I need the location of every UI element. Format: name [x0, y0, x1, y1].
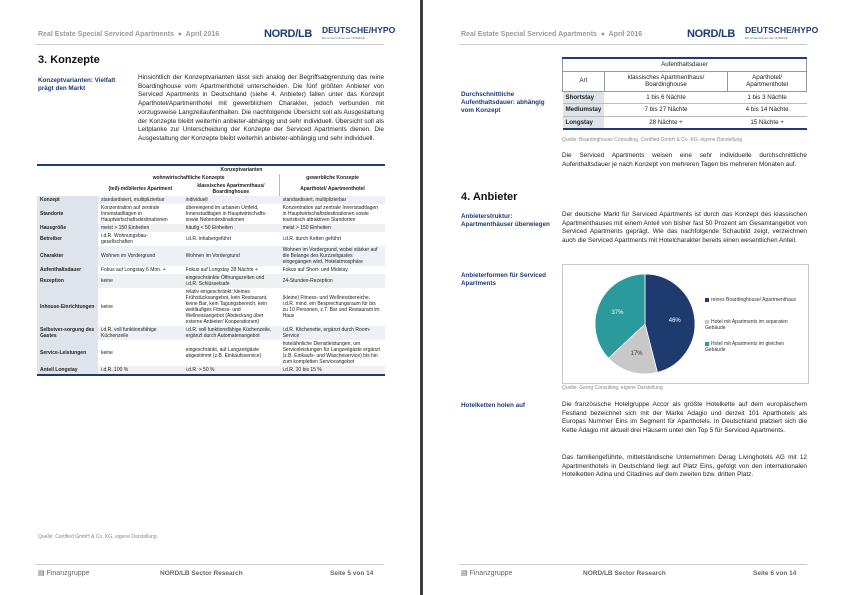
- table-row: Mediumstay 7 bis 27 Nächte 4 bis 14 Nächte: [563, 104, 807, 117]
- header-title: Real Estate Special Serviced Apartments ● April 2016: [461, 31, 643, 38]
- table-row: Aufenthaltsdauer Fokus auf Longstay 6 Mon. + Fokus auf Longstay 28 Nächte + Fokus auf Short- und Midstay: [37, 266, 385, 274]
- header-title: Real Estate Special Serviced Apartments ● April 2016: [38, 31, 220, 38]
- pie-chart: [585, 266, 705, 382]
- sidelabel-hotelketten: Hotelketten holen auf: [461, 402, 526, 409]
- deutsche-hypo-tagline: Ein Unternehmen der NORD/LB: [322, 36, 365, 40]
- table-row: Longstay 28 Nächte + 15 Nächte +: [563, 116, 807, 129]
- table-corner: [37, 165, 98, 174]
- stay-table-top-header: Aufenthaltsdauer: [563, 58, 807, 71]
- legend-swatch-icon: [705, 342, 709, 346]
- deutsche-hypo-tagline: Ein Unternehmen der NORD/LB: [745, 36, 788, 40]
- footer-center: NORD/LB Sector Research: [583, 570, 666, 577]
- hotelketten-paragraph-1: Die französische Hotelgruppe Accor als größte Hotelkette auf dem europäischem Festland bezeichnet sich mit der Marke Adagio und derzeit 101 Aparthotels als Europas Nummer Eins im Segment für Aparthotels. In Deutschland platziert sich die Kette Adagio mit aktuell drei Häusern unter den Top 5 für Serviced Apartments.: [562, 401, 807, 435]
- stay-table-source: Quelle: Boardinghouse Consulting, Certified GmbH & Co. KG, eigene Darstellung: [562, 137, 743, 143]
- sidelabel-anbieterstruktur: Anbieterstruktur: Apartmenthäuser überwiegen: [461, 213, 550, 229]
- table-row: Hausgröße meist > 150 Einheiten häufig < 50 Einheiten meist > 150 Einheiten: [37, 224, 385, 232]
- legend-item: Hotel mit Apartments im separaten Gebäude: [705, 319, 788, 331]
- struktur-paragraph: Der deutsche Markt für Serviced Apartments ist durch das Konzept des klassischen Apartmenthauses mit einem Anteil von bisher fast 50 Prozent am Gesamtangebot von Serviced Apartments geprägt. Wie das nachfolgende Schaubild zeigt, verzeichnen auch die Serviced Apartments mit Hotelcharakter bereits einen wesentlichen Anteil.: [562, 211, 807, 245]
- table-row: Rezeption keine eingeschränkte Öffnungszeiten und i.d.R. Schlüsselsafe 24-Stunden-Rezeption: [37, 274, 385, 288]
- table-source-left: Quelle: Certified GmbH & Co. KG, eigene Darstellung: [38, 534, 157, 540]
- legend-swatch-icon: [705, 320, 709, 324]
- pie-value-label: 46%: [668, 318, 681, 325]
- footer-page-number: Seite 6 von 14: [753, 570, 797, 577]
- col-header: (teil)-möbliertes Apartment: [108, 186, 173, 192]
- table-corner-2: [37, 174, 98, 182]
- col-header: Aparthotel/ Apartmenthotel: [728, 71, 807, 91]
- footer-divider: [459, 564, 807, 565]
- section-heading-anbieter: 4. Anbieter: [461, 191, 518, 203]
- table-row: Shortstay 1 bis 6 Nächte 1 bis 3 Nächte: [563, 91, 807, 104]
- deutsche-hypo-logo: DEUTSCHE/HYPO: [745, 25, 819, 35]
- konzepte-paragraph: Hinsichtlich der Konzeptvarianten lässt sich analog der Begriffsabgrenzung das reine Boardinghouse vom Apartmenthotel unterscheiden. Die fünf größten Anbieter von Serviced Apartments in Deutschland (siehe 4. Anbieter) fallen unter das Konzept Aparthotel/Apartmenthotel mit gewerblichem Charakter, jedoch verbunden mit vorzugsweise Langzeitaufenthalten. Die nachfolgende Übersicht soll als Ausgestaltung der Konzepte bleibt weiterhin anbieter-abhängig und sehr individuell. Übersicht soll als Leitplanke zur Unterscheidung der Konzepte der Serviced Apartments dienen. Die Ausgestaltung der Konzepte bleibt weiterhin anbieter-abhängig und sehr individuell.: [138, 74, 384, 142]
- legend-item: reines Boardinghouse/ Apartmenthaus: [705, 297, 805, 303]
- table-row: Standorte Konzentration auf zentrale Innenstadtlagen in Hauptwirtschaftsdestinationen übereiegend im urbanen Umfeld, Innenstadtlagen in Hauptwirtschafts- sowie Nebendestinationen Konzentration auf zentrale Innenstadtlagen in Hauptwirtschaftsdestinationen sowie touristisch attraktiven Standorten: [37, 204, 385, 224]
- stay-paragraph: Die Serviced Apartments weisen eine sehr individuelle durchschnittliche Aufenthaltsdauer je nach Konzept von mehreren Tagen bis mehreren Monaten auf.: [562, 152, 807, 168]
- table-top-header: Konzeptvarianten: [98, 165, 385, 174]
- table-corner-3: [37, 182, 98, 196]
- sidelabel-konzeptvarianten: Konzeptvarianten: Vielfalt prägt den Markt: [38, 77, 116, 93]
- group-header-wohn: wohnwirtschaftliche Konzepte: [98, 174, 280, 182]
- col-header: klassisches Apartmenthaus/ Boardinghouse: [604, 71, 727, 91]
- table-row: Konzept standardisiert, multiplizierbar individuell standardisiert, multiplizierbar: [37, 196, 385, 204]
- header-divider: [459, 44, 807, 45]
- aufenthaltsdauer-table: [562, 57, 807, 130]
- col-header: Aparthotel/ Apartmenthotel: [300, 186, 365, 192]
- konzept-table: [37, 164, 385, 376]
- nordlb-logo: NORD/LB: [264, 28, 313, 40]
- left-page: [0, 0, 420, 595]
- col-header: klassisches Apartmenthaus/ Boardinghouse: [183, 182, 280, 196]
- header-divider: [36, 44, 384, 45]
- nordlb-logo: NORD/LB: [687, 28, 736, 40]
- hotelketten-paragraph-2: Das familiengeführte, mittelständische Unternehmen Derag Livinghotels AG mit 12 Apartmenthotels in Deutschland liegt auf Platz Eins, gefolgt von den internationalen Hotelketten Adina und Citadines auf dem zweiten bzw. dritten Platz.: [562, 454, 807, 479]
- sidelabel-aufenthaltsdauer: Durchschnittliche Aufenthaltsdauer: abhängig vom Konzept: [461, 91, 545, 115]
- footer-logo: ▤ Finanzgruppe: [38, 570, 90, 577]
- table-row: Service-Leistungen keine eingeschränkt, auf Langzeitgäste abgestimmt (z.B. Einkaufsservice) hotelähnliche Dienstleistungen, um Serviceleistungen für Langzeitgäste ergänzt (z.B. Einkaufs- und Wäscheservice) bis hin zum kompletten Serviceangebot: [37, 340, 385, 366]
- table-row: Selbstver-sorgung des Gastes i.d.R. voll funktionsfähige Küchenzeile i.d.R. voll funktionsfähige Küchenzeile, ergänzt durch Automatenangebot i.d.R. Kitchenette, ergänzt durch Room-Service: [37, 326, 385, 340]
- sparkasse-icon: ▤: [461, 570, 468, 577]
- chart-source: Quelle: Georg Consulting, eigene Darstellung: [562, 385, 663, 391]
- table-row: Betreiber i.d.R. Wohnungsbau-gesellschaften i.d.R. inhabergeführt i.d.R. durch Ketten geführt: [37, 232, 385, 246]
- sidelabel-anbieterformen: Anbieterformen für Serviced Apartments: [461, 272, 547, 288]
- legend-swatch-icon: [705, 298, 709, 302]
- table-row: Anteil Longstay i.d.R. 100 % i.d.R. > 50 % i.d.R. 10 bis 15 %: [37, 366, 385, 375]
- footer-page-number: Seite 5 von 14: [330, 570, 374, 577]
- col-header: Art: [563, 71, 605, 91]
- pie-value-label: 37%: [611, 310, 624, 317]
- footer-center: NORD/LB Sector Research: [160, 570, 243, 577]
- sparkasse-icon: ▤: [38, 570, 45, 577]
- pie-value-label: 17%: [630, 350, 643, 357]
- footer-logo: ▤ Finanzgruppe: [461, 570, 513, 577]
- table-row: Charakter Wohnen im Vordergrund Wohnen im Vordergrund Wohnen im Vordergrund, wobei stärker auf die Belange des Kurzzeitgastes eingegangen wird, Hotelatmosphäre: [37, 246, 385, 266]
- pie-chart-box: [562, 264, 809, 384]
- footer-divider: [36, 564, 384, 565]
- section-heading-konzepte: 3. Konzepte: [38, 54, 100, 66]
- table-row: Inhouse-Einrichtungen keine relativ eingeschränkt: kleines Frühstücksangebot, kein Restaurant, keine Bar, kein Tagungsbereich, kein weitläufiges Fitness- und Wellnessangebot (Abdeckung über externe Anbieter/ Kooperationen) (kleine) Fitness- und Wellnessbereiche, i.d.R. mind. ein Besprechungsraum für bis zu 10 Personen, z.T. Bar und Restaurant im Haus: [37, 288, 385, 326]
- group-header-gewerb: gewerbliche Konzepte: [306, 175, 359, 181]
- deutsche-hypo-logo: DEUTSCHE/HYPO: [322, 25, 396, 35]
- legend-item: Hotel mit Apartments im gleichen Gebäude: [705, 341, 785, 353]
